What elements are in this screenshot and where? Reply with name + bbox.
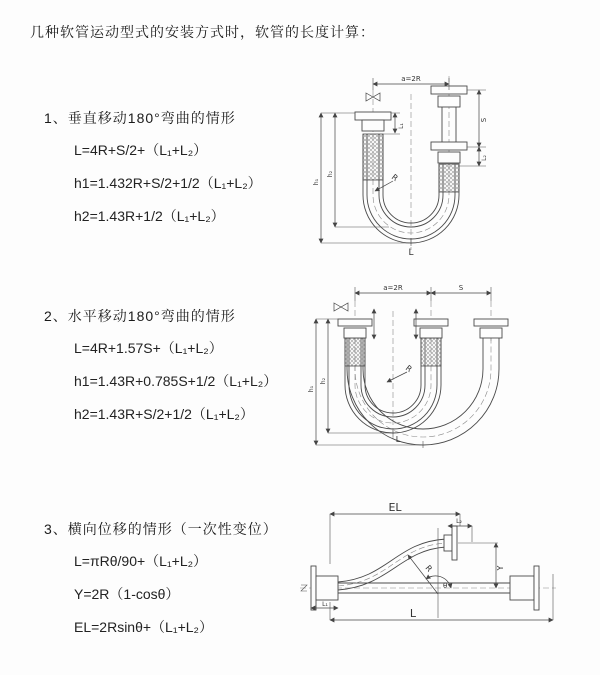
formula-line: Y=2R（1-cosθ） [74, 586, 180, 602]
dim-label-l2: L₂ [481, 155, 488, 161]
flange-right-lower [431, 142, 467, 163]
radius-label: R [403, 363, 414, 375]
flange-left [355, 112, 391, 131]
braid-section-right [439, 164, 459, 192]
radius-label: R [389, 172, 400, 184]
flange-left [338, 319, 372, 338]
length-label: L [408, 248, 414, 258]
diagram-vertical-180-svg [311, 70, 596, 262]
section-lateral-displacement [44, 519, 278, 650]
radius-label: R [423, 563, 434, 574]
formula-line: h1=1.432R+S/2+1/2（L₁+L₂） [74, 175, 262, 191]
dim-label-h1: h₁ [308, 385, 315, 393]
formula-line: L=4R+1.57S+（L₁+L₂） [74, 340, 223, 356]
section-horizontal-180 [44, 306, 277, 437]
length-label: L [409, 607, 417, 620]
section-1-heading: 1、垂直移动180°弯曲的情形 [44, 110, 236, 126]
flange-right [510, 566, 539, 610]
formula-line: h1=1.43R+0.785S+1/2（L₁+L₂） [74, 373, 278, 389]
flange-upper-displaced [444, 526, 457, 560]
diagram-vertical-180 [311, 70, 596, 262]
valve-icon [334, 303, 348, 311]
diagram-lateral-svg [298, 498, 600, 654]
dim-label-l1: L₁ [322, 601, 328, 608]
dim-label-h2: h₂ [320, 377, 327, 385]
dim-label-y: Y [496, 565, 505, 571]
dimension-lines [316, 287, 491, 448]
section-2-heading: 2、水平移动180°弯曲的情形 [44, 308, 236, 324]
diagram-horizontal-180-svg [308, 281, 600, 457]
flange-middle [414, 319, 448, 338]
braid-section-left [363, 134, 383, 180]
formula-line: h2=1.43R+1/2（L₁+L₂） [74, 208, 225, 224]
section-3-heading: 3、横向位移的情形（一次性变位） [44, 521, 278, 537]
diagram-lateral-displacement [298, 498, 600, 654]
braid-section-left [345, 338, 365, 366]
flange-right-displaced [474, 319, 508, 338]
dim-label-h2: h₂ [327, 170, 334, 178]
diagram-horizontal-180 [308, 281, 600, 457]
dim-label-l1: L₁ [398, 123, 405, 129]
dim-label-l2: L₂ [456, 518, 462, 525]
dim-label-s: S [458, 284, 464, 292]
dim-label-a2r: a=2R [383, 284, 403, 292]
angle-label: θ [443, 582, 448, 590]
formula-line: h2=1.43R+S/2+1/2（L₁+L₂） [74, 406, 254, 422]
dim-label-h1: h₁ [313, 178, 320, 186]
formula-line: L=4R+S/2+（L₁+L₂） [74, 142, 208, 158]
length-label: L [395, 435, 401, 444]
document-title: 几种软管运动型式的安装方式时，软管的长度计算： [30, 24, 375, 40]
dim-label-a2r: a=2R [401, 75, 421, 83]
section-vertical-180 [44, 108, 262, 239]
formula-line: EL=2Rsinθ+（L₁+L₂） [74, 619, 213, 635]
dim-label-s: S [480, 117, 488, 123]
formula-line: L=πRθ/90+（L₁+L₂） [74, 553, 208, 569]
braid-section-middle [421, 338, 441, 366]
dim-label-el: EL [388, 501, 402, 514]
dimension-lines [321, 78, 486, 246]
